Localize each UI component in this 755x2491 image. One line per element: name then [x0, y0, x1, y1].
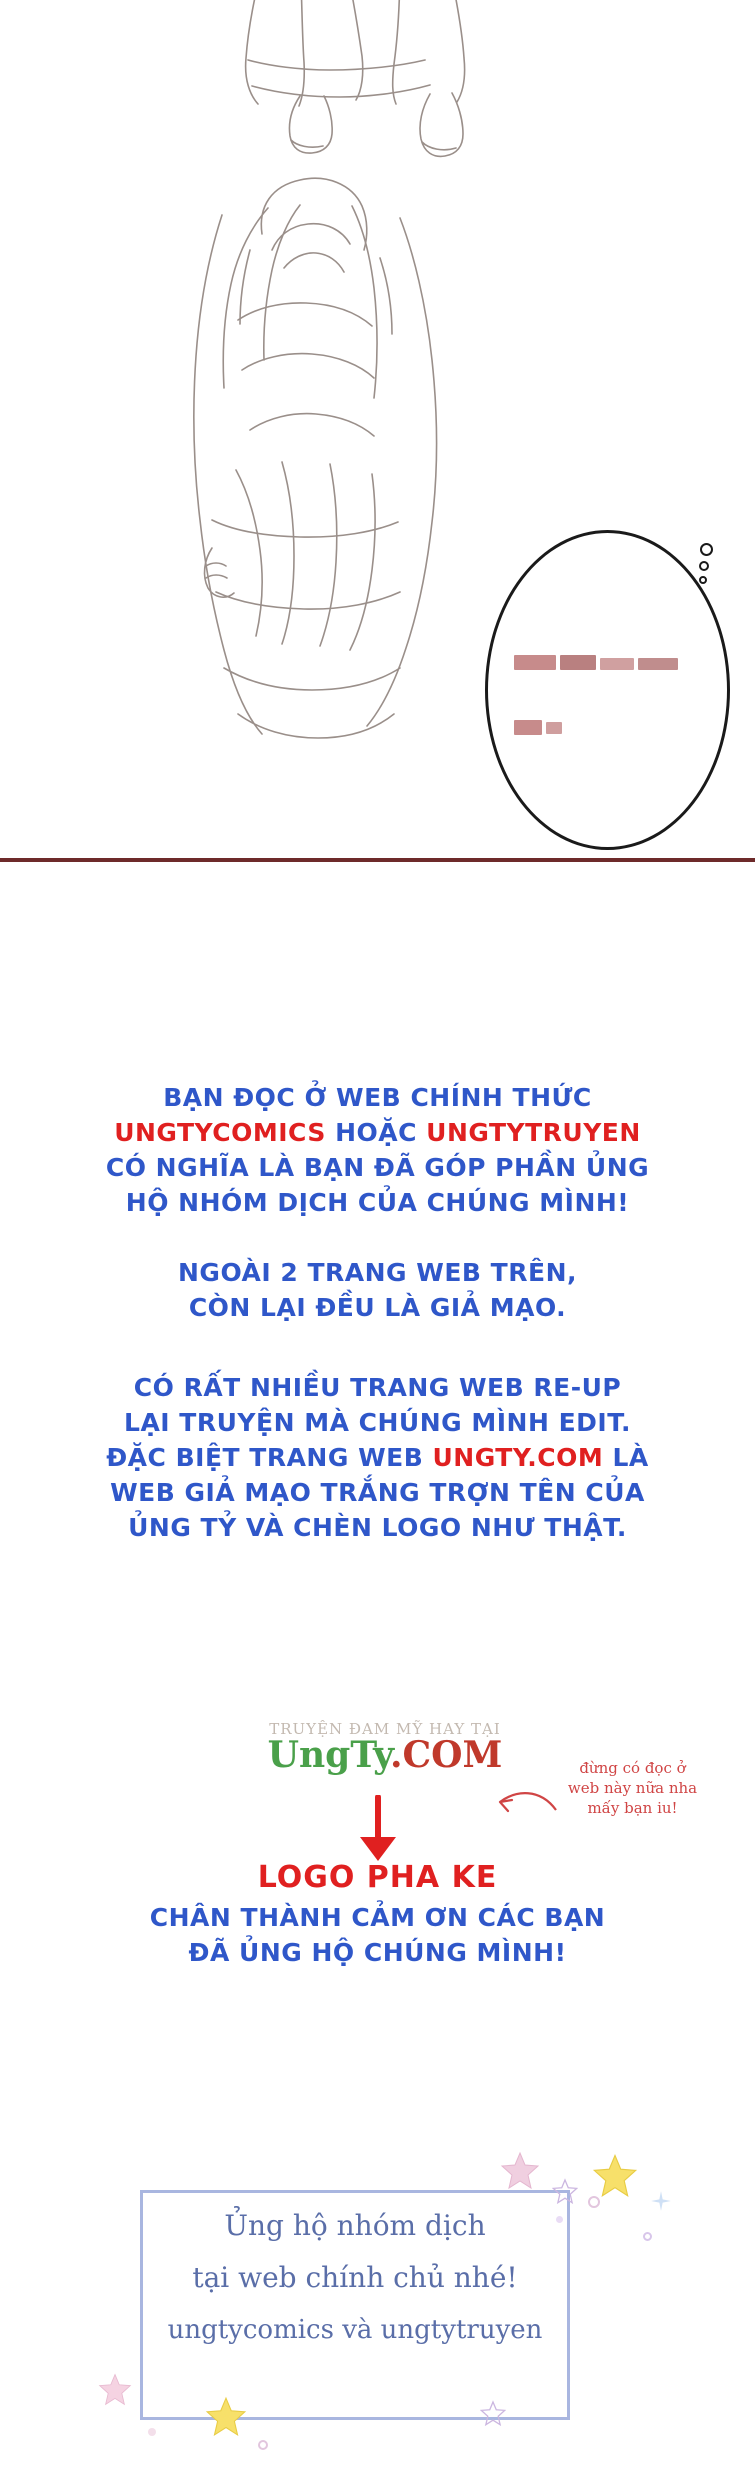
notice-highlight: UNGTYCOMICS	[114, 1118, 326, 1147]
notice-highlight: UNGTYTRUYEN	[426, 1118, 641, 1147]
notice-text: NGOÀI 2 TRANG WEB TRÊN,	[178, 1258, 577, 1287]
panel-divider	[0, 858, 755, 862]
censor-bar	[514, 720, 542, 735]
censor-bar	[600, 658, 634, 670]
star-icon	[98, 2372, 132, 2406]
callout-line: mấy bạn iu!	[587, 1799, 678, 1817]
support-card-text	[140, 2200, 570, 2356]
notice-line	[0, 1510, 755, 1545]
notice-text: ỦNG TỶ VÀ CHÈN LOGO NHƯ THẬT.	[128, 1513, 627, 1542]
notice-text: HỘ NHÓM DỊCH CỦA CHÚNG MÌNH!	[125, 1188, 630, 1217]
fake-logo-callout	[540, 1758, 725, 1818]
notice-line	[0, 1115, 755, 1150]
censor-bar	[546, 722, 562, 734]
censor-bar	[638, 658, 678, 670]
circle-decoration	[588, 2196, 600, 2208]
notice-block-4	[0, 1900, 755, 1970]
notice-line	[0, 1185, 755, 1220]
notice-text: LẠI TRUYỆN MÀ CHÚNG MÌNH EDIT.	[124, 1408, 631, 1437]
notice-block-3	[0, 1370, 755, 1545]
notice-line	[0, 1475, 755, 1510]
speech-bubble-dot	[700, 543, 713, 556]
notice-line	[0, 1255, 755, 1290]
notice-line	[0, 1440, 755, 1475]
notice-text: CÓ NGHĨA LÀ BẠN ĐÃ GÓP PHẦN ỦNG	[105, 1153, 650, 1182]
star-icon	[480, 2400, 506, 2426]
support-card-line: Ủng hộ nhóm dịch	[224, 2209, 486, 2242]
notice-text: CÓ RẤT NHIỀU TRANG WEB RE-UP	[133, 1373, 622, 1402]
comic-art-panel	[0, 0, 755, 900]
circle-decoration	[643, 2232, 652, 2241]
notice-text: ĐẶC BIỆT TRANG WEB	[106, 1443, 433, 1472]
circle-decoration	[258, 2440, 268, 2450]
notice-line	[0, 1370, 755, 1405]
support-card-line: tại web chính chủ nhé!	[192, 2261, 518, 2294]
fake-logo-name-part2: .COM	[389, 1734, 503, 1776]
notice-line	[0, 1290, 755, 1325]
star-icon	[500, 2150, 540, 2190]
notice-text: CÒN LẠI ĐỀU LÀ GIẢ MẠO.	[188, 1293, 567, 1322]
support-card-line: ungtycomics và ungtytruyen	[167, 2315, 543, 2345]
notice-line	[0, 1935, 755, 1970]
circle-decoration	[148, 2428, 156, 2436]
notice-text: ĐÃ ỦNG HỘ CHÚNG MÌNH!	[188, 1938, 567, 1967]
fake-logo-graphic	[255, 1720, 515, 1776]
star-icon	[592, 2152, 638, 2198]
fake-logo-tagline: TRUYỆN ĐAM MỸ HAY TẠI	[269, 1720, 501, 1738]
notice-highlight: UNGTY.COM	[432, 1443, 604, 1472]
notice-block-1	[0, 1080, 755, 1220]
notice-line	[0, 1150, 755, 1185]
star-icon	[552, 2178, 578, 2204]
notice-text: HOẶC	[325, 1118, 427, 1147]
notice-line	[0, 1080, 755, 1115]
notice-text: WEB GIẢ MẠO TRẮNG TRỢN TÊN CỦA	[110, 1478, 645, 1507]
star-icon	[205, 2395, 247, 2437]
notice-text: BẠN ĐỌC Ở WEB CHÍNH THỨC	[163, 1083, 592, 1112]
notice-block-2	[0, 1255, 755, 1325]
censor-bar	[514, 655, 556, 670]
notice-text: CHÂN THÀNH CẢM ƠN CÁC BẠN	[149, 1903, 606, 1932]
notice-text: LÀ	[603, 1443, 649, 1472]
notice-line	[0, 1405, 755, 1440]
fake-logo-name-part1: UngTy	[267, 1734, 390, 1776]
fake-logo-wordmark	[255, 1734, 515, 1776]
speech-bubble-dot	[699, 576, 707, 584]
sparkle-icon	[650, 2190, 672, 2212]
censor-bar	[560, 655, 596, 670]
speech-bubble	[485, 530, 730, 850]
down-arrow-icon	[348, 1795, 408, 1865]
fake-logo-label: LOGO PHA KE	[257, 1860, 498, 1895]
callout-line: web này nữa nha	[567, 1779, 698, 1797]
notice-line	[0, 1900, 755, 1935]
circle-decoration	[556, 2216, 563, 2223]
speech-bubble-dot	[699, 561, 709, 571]
callout-line: đừng có đọc ở	[579, 1759, 686, 1777]
